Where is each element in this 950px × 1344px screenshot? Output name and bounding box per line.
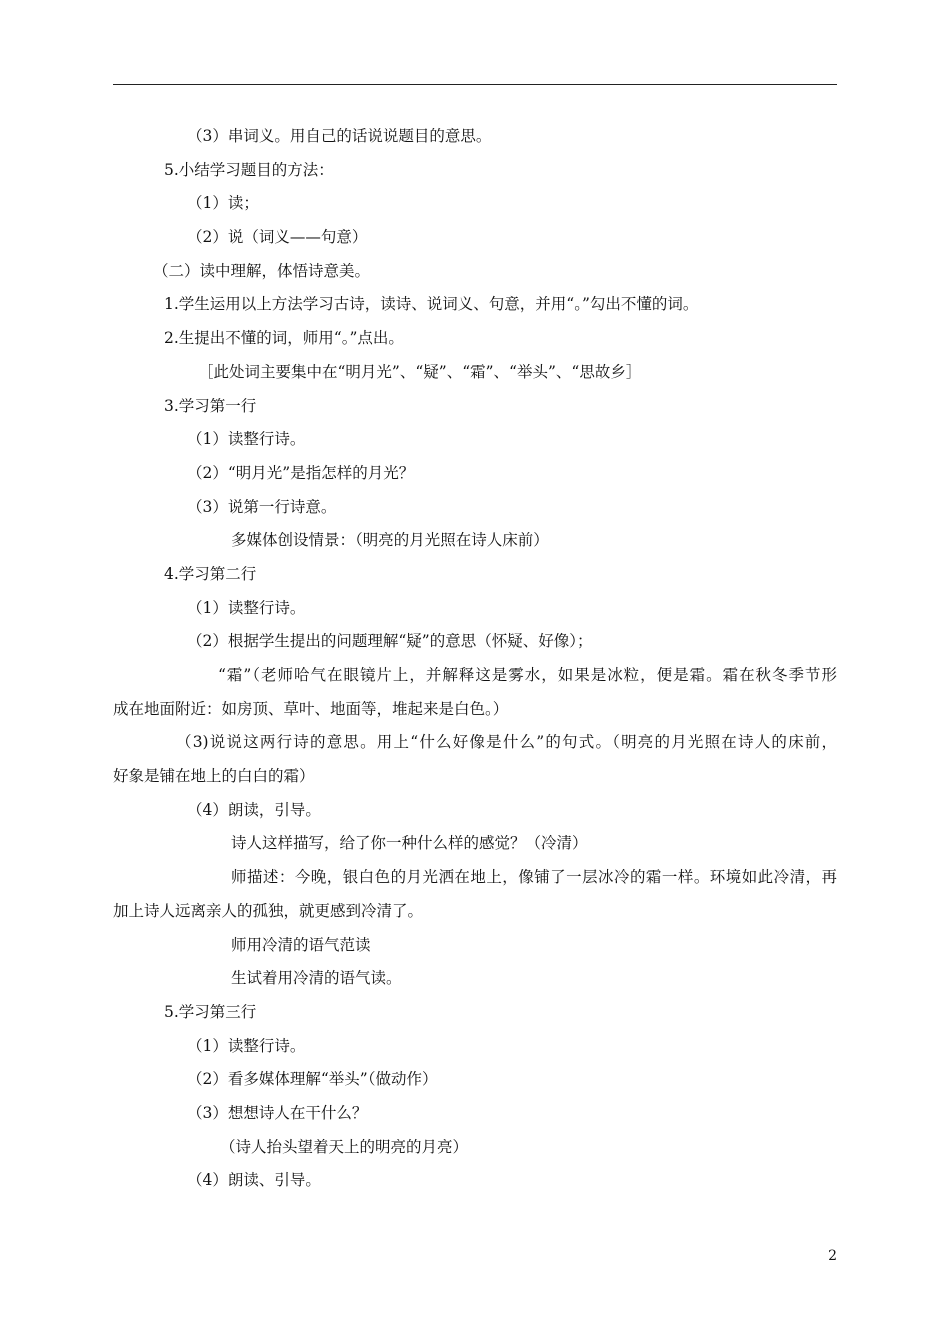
text-line: 3.学习第一行: [164, 396, 257, 415]
text-line: 好象是铺在地上的白白的霜）: [113, 767, 315, 786]
text-line: 1.学生运用以上方法学习古诗，读诗、说词义、句意，并用“。”勾出不懂的词。: [164, 295, 699, 314]
text-line: 5.小结学习题目的方法：: [164, 160, 334, 179]
text-line: 生试着用冷清的语气读。: [231, 969, 402, 988]
text-line: 成在地面附近：如房顶、草叶、地面等，堆起来是白色。）: [113, 699, 509, 718]
text-line: （1）读；: [187, 194, 259, 213]
text-line: 5.学习第三行: [164, 1002, 257, 1021]
text-line: （4）朗读，引导。: [187, 800, 321, 819]
document-body: [113, 120, 837, 1198]
text-line: “霜”（老师哈气在眼镜片上，并解释这是雾水，如果是冰粒，便是霜。霜在秋冬季节形: [218, 666, 837, 684]
text-line: （1）读整行诗。: [187, 1036, 306, 1055]
text-line: （3）说第一行诗意。: [187, 497, 337, 516]
text-line: 师用冷清的语气范读: [231, 935, 371, 954]
text-line: （1）读整行诗。: [187, 598, 306, 617]
text-line: （3)说说这两行诗的意思。用上“什么好像是什么”的句式。（明亮的月光照在诗人的床前，: [176, 733, 837, 752]
text-line: 4.学习第二行: [164, 564, 257, 583]
text-line: （3）串词义。用自己的话说说题目的意思。: [187, 127, 492, 145]
text-line: ［此处词主要集中在“明月光”、“疑”、“霜”、“举头”、“思故乡］: [198, 362, 642, 381]
text-line: （3）想想诗人在干什么？: [187, 1103, 368, 1122]
text-line: （二）读中理解，体悟诗意美。: [153, 261, 371, 280]
text-line: （2）“明月光”是指怎样的月光？: [187, 463, 415, 482]
text-line: （1）读整行诗。: [187, 430, 306, 449]
text-line: 师描述：今晚，银白色的月光洒在地上，像铺了一层冰冷的霜一样。环境如此冷清，再: [231, 868, 837, 887]
text-line: （2）看多媒体理解“举头”（做动作）: [187, 1070, 438, 1089]
page-number: 2: [828, 1248, 837, 1264]
text-line: 诗人这样描写，给了你一种什么样的感觉？（冷清）: [231, 834, 588, 853]
text-line: 多媒体创设情景：（明亮的月光照在诗人床前）: [231, 531, 549, 550]
text-line: 2.生提出不懂的词，师用“。”点出。: [164, 329, 404, 348]
text-line: （诗人抬头望着天上的明亮的月亮）: [220, 1137, 469, 1156]
text-line: （2）根据学生提出的问题理解“疑”的意思（怀疑、好像）；: [187, 632, 593, 651]
text-line: （4）朗读、引导。: [187, 1171, 321, 1190]
text-line: （2）说（词义——句意）: [187, 228, 368, 247]
header-rule: [113, 84, 837, 85]
text-line: 加上诗人远离亲人的孤独，就更感到冷清了。: [113, 901, 424, 920]
